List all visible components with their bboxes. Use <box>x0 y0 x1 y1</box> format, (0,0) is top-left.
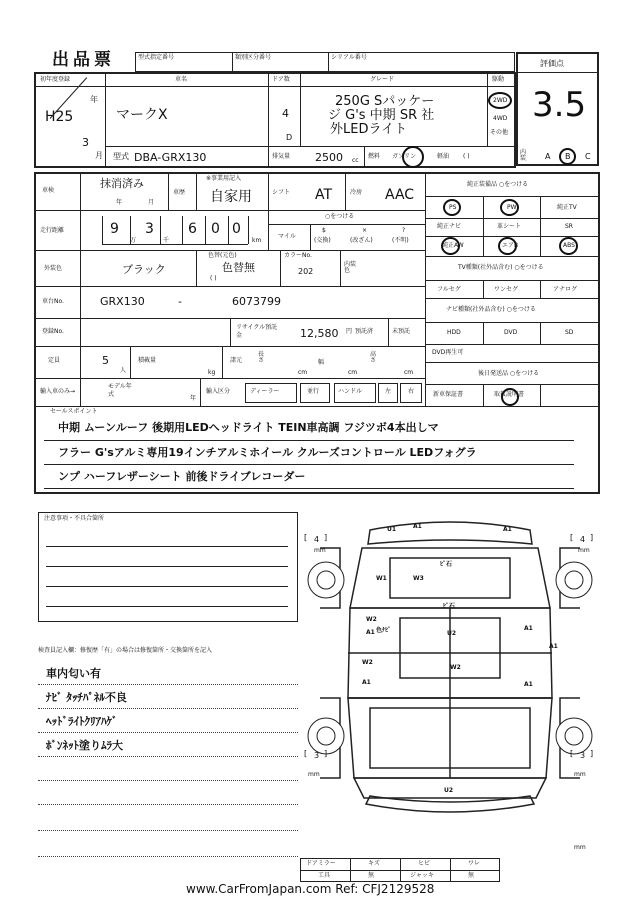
mileage-km: km <box>252 237 262 244</box>
recycle-value: 12,580 <box>300 327 339 340</box>
legend-h3: ヒビ <box>418 860 431 867</box>
category-label: 類別区分番号 <box>235 54 272 61</box>
width-label: 幅 <box>318 359 325 366</box>
recycle-unpaid: 未預託 <box>392 328 411 335</box>
first-reg-label: 初年度登録 <box>40 76 71 83</box>
length-label: 長さ <box>258 351 265 364</box>
capacity-unit: 人 <box>120 367 127 374</box>
mileage-koukan: (交換) <box>314 237 331 244</box>
mark-a1-front: A1 <box>413 523 422 530</box>
color-code-label: カラーNo. <box>284 252 312 259</box>
load-label: 積載量 <box>138 357 157 364</box>
chassis-dash: - <box>178 295 182 308</box>
mark-a1-rear-left: A1 <box>362 679 371 686</box>
equip-ps: PS <box>449 204 457 211</box>
mark-a1-left: A1 <box>366 629 375 636</box>
legend-v1: 工具 <box>318 872 331 879</box>
usage-label: 車歴 <box>173 189 186 196</box>
header-codes <box>135 52 515 72</box>
door-label: ドア数 <box>272 76 290 83</box>
interior-color-label: 内装色 <box>344 261 357 274</box>
disp-value: 2500 <box>315 151 343 164</box>
drive-4wd: 4WD <box>493 115 508 122</box>
navi-dvd-play: DVD再生可 <box>432 349 464 356</box>
inspection-month: 月 <box>148 199 155 206</box>
tire-bracket-fr: [ <box>570 533 574 542</box>
tv-oneseg: ワンセグ <box>494 286 519 293</box>
handle-label: ハンドル <box>338 388 363 395</box>
equip-abs-circle <box>559 237 578 255</box>
mileage-sen: 千 <box>163 237 170 244</box>
equip-leather: 革シート <box>497 223 522 230</box>
handle-left: 左 <box>385 388 392 395</box>
inspection-value: 抹消済み <box>100 177 144 190</box>
grade-label: グレード <box>370 76 395 83</box>
color-code: 202 <box>298 267 314 276</box>
score-value: 3.5 <box>532 85 587 125</box>
mark-w2-left: W2 <box>366 616 377 623</box>
equip-airbag: エアB <box>502 242 519 249</box>
navi-hdd: HDD <box>447 329 461 336</box>
fuel-label: 燃料 <box>368 153 381 160</box>
grade-line-3: 外LEDライト <box>330 122 408 137</box>
mark-w2-rear-left: W2 <box>362 659 373 666</box>
model-value: DBA-GRX130 <box>134 151 207 164</box>
mileage-fumei: (不明) <box>392 237 409 244</box>
capacity-label: 定員 <box>48 357 61 364</box>
spare-unit: mm <box>574 844 586 851</box>
mileage-digit-4: 0 <box>211 221 220 237</box>
mark-w3: W3 <box>413 575 424 582</box>
length-cm: cm <box>298 369 308 376</box>
import-class-label: 輸入区分 <box>206 388 231 395</box>
repaint-value: 色替無 <box>222 261 255 274</box>
inspector-line-2: ﾅﾋﾞ ﾀｯﾁﾊﾟﾈﾙ不良 <box>46 691 127 704</box>
front-right-tire <box>556 562 592 598</box>
mark-u1: U1 <box>387 526 397 533</box>
diesel-label: 軽油 <box>437 153 450 160</box>
mileage-digit-2: 3 <box>145 221 154 237</box>
equipment-header: 純正装備品 ○をつける <box>467 181 529 188</box>
tire-unit-fl: mm <box>314 547 326 554</box>
inspection-label: 車検 <box>42 187 55 194</box>
mark-a1-right: A1 <box>524 625 533 632</box>
mileage-label: 走行距離 <box>40 227 65 234</box>
cooler-value: AAC <box>385 187 415 203</box>
import-dealer: ディーラー <box>250 388 280 395</box>
chassis-label: 車台No. <box>42 298 64 305</box>
fuel-paren: ( ) <box>463 153 470 160</box>
mark-chip-1: ﾋﾞ石 <box>440 561 453 568</box>
mark-u2-rear: U2 <box>444 787 454 794</box>
import-label: 輸入車のみ→ <box>40 388 76 395</box>
equip-sr: SR <box>565 223 573 230</box>
front-left-tire <box>308 562 344 598</box>
equip-airbag-circle <box>498 237 517 255</box>
navi-sd: SD <box>565 329 574 336</box>
inspector-label: 検査員記入欄：修復歴「有」の場合は修復箇所・交換箇所を記入 <box>38 647 213 654</box>
height-label: 高さ <box>370 351 377 364</box>
mileage-digit-5: 0 <box>232 221 241 237</box>
car-name: マークX <box>116 107 168 123</box>
inspector-line-3: ﾍｯﾄﾞﾗｲﾄｸﾘｱﾊｹﾞ <box>46 715 118 728</box>
mark-u2-center: U2 <box>447 630 457 637</box>
equip-aw-circle <box>441 237 460 255</box>
equip-tv: 純正TV <box>557 204 577 211</box>
mileage-mile: マイル <box>278 233 296 240</box>
tire-depth-fl: 4 <box>314 535 320 544</box>
usage-value: 自家用 <box>210 189 252 205</box>
door-count: 4 <box>282 107 289 120</box>
mark-a1-right-low: A1 <box>549 643 558 650</box>
shift-value: AT <box>315 187 333 203</box>
mileage-kaizan: (改ざん) <box>350 237 373 244</box>
docs-warranty: 新車保証書 <box>433 391 464 398</box>
sales-line-2: フラー G'sアルミ専用19インチアルミホイール クルーズコントロール LEDフォグラ <box>58 446 477 459</box>
recycle-label: リサイクル預託金 <box>236 324 278 339</box>
score-label: 評価点 <box>540 59 564 68</box>
tire-unit-rr: mm <box>574 771 586 778</box>
drive-2wd-circle <box>488 92 512 109</box>
tire-bracket-rr: [ <box>570 749 574 758</box>
drive-2wd: 2WD <box>493 97 508 104</box>
equip-pw: PW <box>507 204 517 211</box>
mileage-man: 万 <box>130 237 137 244</box>
mark-chip-2: ﾋﾞ石 <box>443 603 456 610</box>
mileage-digit-3: 6 <box>188 221 197 237</box>
interior-grade-a: A <box>545 152 551 161</box>
grade-line-1: 250G Sパッケー <box>335 94 435 109</box>
tire-unit-fr: mm <box>578 547 590 554</box>
inspector-line-1: 車内匂い有 <box>46 667 101 680</box>
reg-month-unit: 月 <box>95 151 103 160</box>
tv-fullseg: フルセグ <box>437 286 461 293</box>
interior-grade-label: 内装 <box>520 149 527 162</box>
mileage-digit-1: 9 <box>110 221 119 237</box>
footer-ref: www.CarFromJapan.com Ref: CFJ2129528 <box>186 882 435 896</box>
door-suffix: D <box>286 133 293 142</box>
tire-bracket-rl: [ <box>304 749 308 758</box>
reg-month: 3 <box>82 136 89 149</box>
fuel-circle <box>402 146 424 168</box>
mark-w1: W1 <box>376 575 387 582</box>
model-year-label: モデル年式 <box>108 383 132 398</box>
interior-grade-b: B <box>565 152 571 161</box>
mark-a1-front-right: A1 <box>503 526 512 533</box>
shift-label: シフト <box>272 189 291 196</box>
equip-abs: ABS <box>563 242 575 249</box>
legend-v4: 無 <box>468 872 475 879</box>
regno-label: 登録No. <box>42 328 64 335</box>
mark-x: × <box>362 227 368 234</box>
width-cm: cm <box>348 369 358 376</box>
recycle-prepaid: 預託済 <box>355 328 374 335</box>
color-value: ブラック <box>122 263 166 276</box>
page-title: 出品票 <box>52 50 115 70</box>
handle-right: 右 <box>408 388 415 395</box>
sales-line-1: 中期 ムーンルーフ 後期用LEDヘッドライト TEIN車高調 フジツボ4本出しマ <box>58 421 439 434</box>
navi-header: ナビ種類(社外品含む) ○をつける <box>446 306 536 313</box>
model-code-label: 型式指定番号 <box>138 54 175 61</box>
drive-other: その他 <box>490 129 509 136</box>
tire-depth-rl: 3 <box>314 751 320 760</box>
inspector-line-4: ﾎﾞﾝﾈｯﾄ塗りﾑﾗ大 <box>46 739 123 752</box>
equip-navi: 純正ナビ <box>437 223 462 230</box>
tv-header: TV種類(社外品含む) ○をつける <box>458 264 544 271</box>
recycle-yen: 円 <box>346 328 353 335</box>
grade-line-2: ジ G's 中期 SR 社 <box>328 108 435 123</box>
dims-label: 諸元 <box>230 357 243 364</box>
orig-color-paren: ( ) <box>210 275 217 282</box>
legend-h1: ドアミラー <box>306 860 336 867</box>
mark-color-navi: 色ﾅﾋﾞ <box>376 627 392 634</box>
chassis-number: 6073799 <box>232 295 281 308</box>
height-cm: cm <box>404 369 414 376</box>
serial-label: シリアル番号 <box>331 54 367 61</box>
interior-grade-circle <box>559 148 576 165</box>
drive-label: 駆動 <box>492 76 505 83</box>
usage-note: ※事業用記入 <box>206 175 242 182</box>
fuel-gas: ガソリン <box>392 153 417 160</box>
navi-dvd: DVD <box>504 329 518 336</box>
rear-right-tire <box>556 718 592 754</box>
mark-q: ? <box>402 227 406 234</box>
mileage-circle-note: ○をつける <box>325 213 355 220</box>
mark-w2-rear: W2 <box>450 664 461 671</box>
tire-depth-rr: 3 <box>580 751 586 760</box>
docs-manual-circle <box>501 388 519 406</box>
model-label: 型式 <box>113 152 129 161</box>
tire-bracket-fl: [ <box>304 533 308 542</box>
chassis-prefix: GRX130 <box>100 295 145 308</box>
equip-ps-circle <box>443 199 461 216</box>
equip-aw: 純正AW <box>442 242 464 249</box>
docs-manual: 取扱説明書 <box>494 391 525 398</box>
car-name-label: 車名 <box>175 76 188 83</box>
load-kg: kg <box>208 369 216 376</box>
legend-h2: キズ <box>368 860 380 867</box>
tv-analog: アナログ <box>553 286 578 293</box>
disp-unit: cc <box>352 157 359 164</box>
legend-v3: ジャッキ <box>410 872 434 879</box>
capacity-value: 5 <box>102 354 109 367</box>
mark-dollar: $ <box>322 227 326 234</box>
import-parallel: 並行 <box>307 388 320 395</box>
interior-grade-c: C <box>585 152 591 161</box>
mark-a1-rear-right: A1 <box>524 681 533 688</box>
reg-year-unit: 年 <box>90 95 98 104</box>
sales-label: セールスポイント <box>50 408 98 415</box>
cooler-label: 冷房 <box>350 189 363 196</box>
disp-label: 排気量 <box>272 153 291 160</box>
model-year-unit: 年 <box>190 395 197 402</box>
legend-h4: ワレ <box>468 860 481 867</box>
docs-header: 後日発送品 ○をつける <box>478 370 540 377</box>
orig-color-label: 色替(元色) <box>208 252 237 259</box>
notes-label: 注意事項・不具合箇所 <box>44 515 105 522</box>
equip-pw-circle <box>500 199 519 216</box>
tire-unit-rl: mm <box>308 771 320 778</box>
sales-line-3: ンプ ハーフレザーシート 前後ドライブレコーダー <box>58 470 306 483</box>
inspection-year: 年 <box>116 199 123 206</box>
color-label: 外装色 <box>44 265 63 272</box>
legend-v2: 無 <box>368 872 375 879</box>
reg-era: H25 <box>45 109 74 125</box>
tire-depth-fr: 4 <box>580 535 586 544</box>
